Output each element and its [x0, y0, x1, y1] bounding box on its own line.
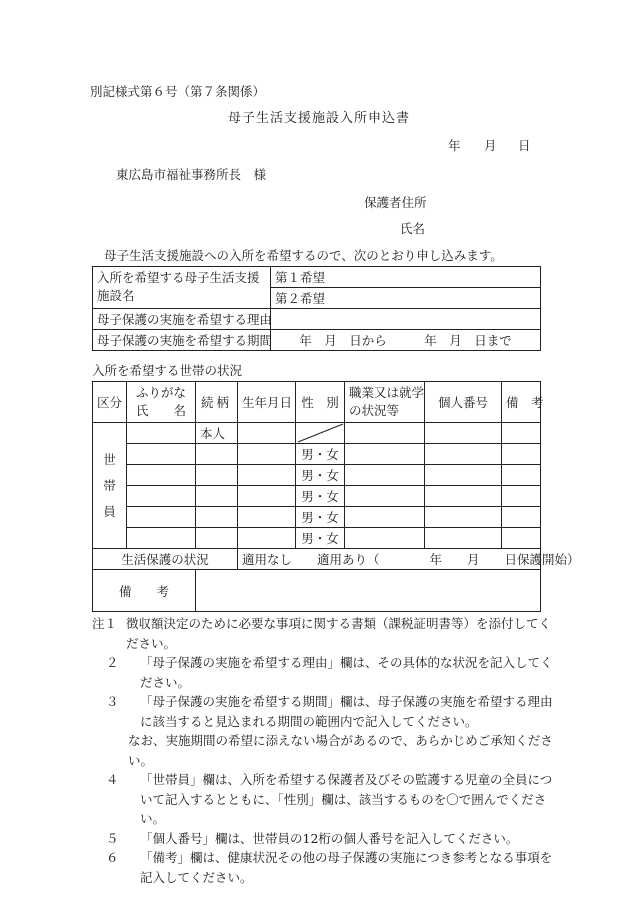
note-item: [92, 829, 562, 849]
header-gender: 性 別: [296, 382, 345, 423]
member-occupation-cell[interactable]: [345, 423, 425, 444]
member-remarks-cell[interactable]: [502, 465, 541, 486]
header-personal-number: 個人番号: [425, 382, 502, 423]
facility-label-cell: [93, 267, 271, 309]
member-relation-cell[interactable]: [196, 444, 238, 465]
table-row: [93, 528, 541, 549]
note-item: [92, 770, 562, 829]
choice2-cell[interactable]: [271, 288, 541, 309]
household-section-title: 入所を希望する世帯の状況: [92, 363, 243, 378]
page-title: 母子生活支援施設入所申込書: [228, 111, 411, 126]
diagonal-slash: [296, 423, 345, 443]
table-row: [93, 465, 541, 486]
member-personal-number-cell[interactable]: [425, 528, 502, 549]
notes: [92, 614, 562, 887]
member-remarks-cell[interactable]: [502, 528, 541, 549]
header-category: 区分: [93, 382, 127, 423]
household-table: [92, 381, 580, 612]
table-row: [93, 444, 541, 465]
member-occupation-cell[interactable]: [345, 486, 425, 507]
remarks-label: 備 考: [93, 570, 196, 612]
members-label-char: 世: [103, 451, 116, 467]
welfare-field[interactable]: [238, 549, 580, 570]
members-label-char: 帯: [103, 477, 116, 493]
member-birthdate-cell[interactable]: [238, 465, 296, 486]
member-relation-cell[interactable]: [196, 465, 238, 486]
facility-label-line1: 入所を希望する母子生活支援: [97, 270, 260, 285]
member-remarks-cell[interactable]: [502, 444, 541, 465]
header-name-cell: [127, 382, 196, 423]
member-personal-number-cell[interactable]: [425, 444, 502, 465]
header-relation: 続柄: [196, 382, 238, 423]
note-text: 「備考」欄は、健康状況その他の母子保護の実施につき参考となる事項を記入してください。: [140, 850, 553, 885]
member-occupation-cell[interactable]: [345, 507, 425, 528]
reason-label: 母子保護の実施を希望する理由: [93, 309, 271, 330]
gender-option[interactable]: 男・女: [296, 528, 345, 549]
welfare-value: 適用なし 適用あり（ 年 月 日保護開始）: [242, 552, 580, 567]
member-name-cell[interactable]: [127, 486, 196, 507]
header-name: 氏 名: [135, 403, 186, 418]
note-number: ６: [106, 850, 119, 865]
member-name-cell[interactable]: [127, 465, 196, 486]
remarks-field[interactable]: [196, 570, 541, 612]
member-personal-number-cell[interactable]: [425, 507, 502, 528]
header-occupation-line2: の状況等: [349, 403, 400, 418]
welfare-label: 生活保護の状況: [93, 549, 238, 570]
note-text: 「母子保護の実施を希望する理由」欄は、その具体的な状況を記入してください。: [140, 655, 553, 690]
header-birthdate: 生年月日: [238, 382, 296, 423]
period-field[interactable]: [271, 330, 541, 351]
header-occupation-cell: [345, 382, 425, 423]
gender-option[interactable]: 男・女: [296, 465, 345, 486]
guardian-address-label: 保護者住所: [364, 195, 427, 210]
choice2-label: 第２希望: [275, 291, 326, 306]
member-occupation-cell[interactable]: [345, 465, 425, 486]
member-relation-cell[interactable]: [196, 486, 238, 507]
member-birthdate-cell[interactable]: [238, 423, 296, 444]
note-text: 「世帯員」欄は、入所を希望する保護者及びその監護する児童の全員について記入するとともに、「性別」欄は、該当するものを〇で囲んでください。: [140, 772, 553, 826]
period-value: 年 月 日から 年 月 日まで: [299, 333, 512, 348]
date-year-label: 年: [448, 138, 461, 153]
note-text: なお、実施期間の希望に添えない場合があるので、あらかじめご承知ください。: [128, 733, 553, 768]
note-number: ５: [106, 830, 119, 846]
self-relation-cell: [196, 423, 238, 444]
application-table: [92, 266, 541, 351]
note-number: ２: [106, 655, 119, 670]
header-occupation-line1: 職業又は就学: [349, 385, 425, 400]
member-name-cell[interactable]: [127, 507, 196, 528]
member-birthdate-cell[interactable]: [238, 528, 296, 549]
note-number: ３: [106, 694, 119, 709]
member-relation-cell[interactable]: [196, 507, 238, 528]
note-item: [92, 653, 562, 692]
period-label: 母子保護の実施を希望する期間: [93, 330, 271, 351]
members-label-char: 員: [103, 503, 116, 519]
reason-field[interactable]: [271, 309, 541, 330]
member-birthdate-cell[interactable]: [238, 444, 296, 465]
date-month-label: 月: [484, 138, 497, 153]
member-name-cell[interactable]: [127, 528, 196, 549]
member-personal-number-cell[interactable]: [425, 465, 502, 486]
choice1-label: 第１希望: [275, 270, 326, 285]
gender-slash-cell: [296, 423, 345, 444]
note-text: 「個人番号」欄は、世帯員の12桁の個人番号を記入してください。: [140, 830, 519, 846]
member-occupation-cell[interactable]: [345, 528, 425, 549]
intro-text: 母子生活支援施設への入所を希望するので、次のとおり申し込みます。: [104, 248, 503, 263]
member-remarks-cell[interactable]: [502, 486, 541, 507]
member-personal-number-cell[interactable]: [425, 486, 502, 507]
gender-option[interactable]: 男・女: [296, 444, 345, 465]
member-birthdate-cell[interactable]: [238, 486, 296, 507]
table-row: [93, 507, 541, 528]
gender-option[interactable]: 男・女: [296, 486, 345, 507]
note-number: 注１: [92, 616, 118, 631]
gender-option[interactable]: 男・女: [296, 507, 345, 528]
table-row: [93, 486, 541, 507]
note-item: [92, 692, 562, 731]
member-name-cell[interactable]: [127, 423, 196, 444]
self-relation: 本人: [200, 426, 226, 441]
choice1-cell[interactable]: [271, 267, 541, 288]
table-row: [93, 423, 541, 444]
guardian-name-label: 氏名: [400, 221, 426, 236]
addressee: 東広島市福祉事務所長 様: [116, 167, 267, 182]
header-furigana: ふりがな: [135, 385, 186, 400]
member-name-cell[interactable]: [127, 444, 196, 465]
members-label-cell: [93, 423, 127, 549]
member-occupation-cell[interactable]: [345, 444, 425, 465]
note-item: [92, 731, 562, 770]
note-text: 「母子保護の実施を希望する期間」欄は、母子保護の実施を希望する理由に該当すると見込まれる期間の範囲内で記入してください。: [140, 694, 553, 729]
member-remarks-cell[interactable]: [502, 507, 541, 528]
member-relation-cell[interactable]: [196, 528, 238, 549]
note-item: [92, 848, 562, 887]
note-item: [92, 614, 562, 653]
member-remarks-cell[interactable]: [502, 423, 541, 444]
date-day-label: 日: [518, 138, 531, 153]
member-birthdate-cell[interactable]: [238, 507, 296, 528]
note-text: 徴収額決定のために必要な事項に関する書類（課税証明書等）を添付してください。: [126, 616, 552, 651]
form-number: 別記様式第６号（第７条関係）: [90, 84, 266, 99]
header-remarks: 備 考: [502, 382, 541, 423]
note-number: ４: [106, 772, 119, 787]
member-personal-number-cell[interactable]: [425, 423, 502, 444]
facility-label-line2: 施設名: [97, 288, 135, 303]
